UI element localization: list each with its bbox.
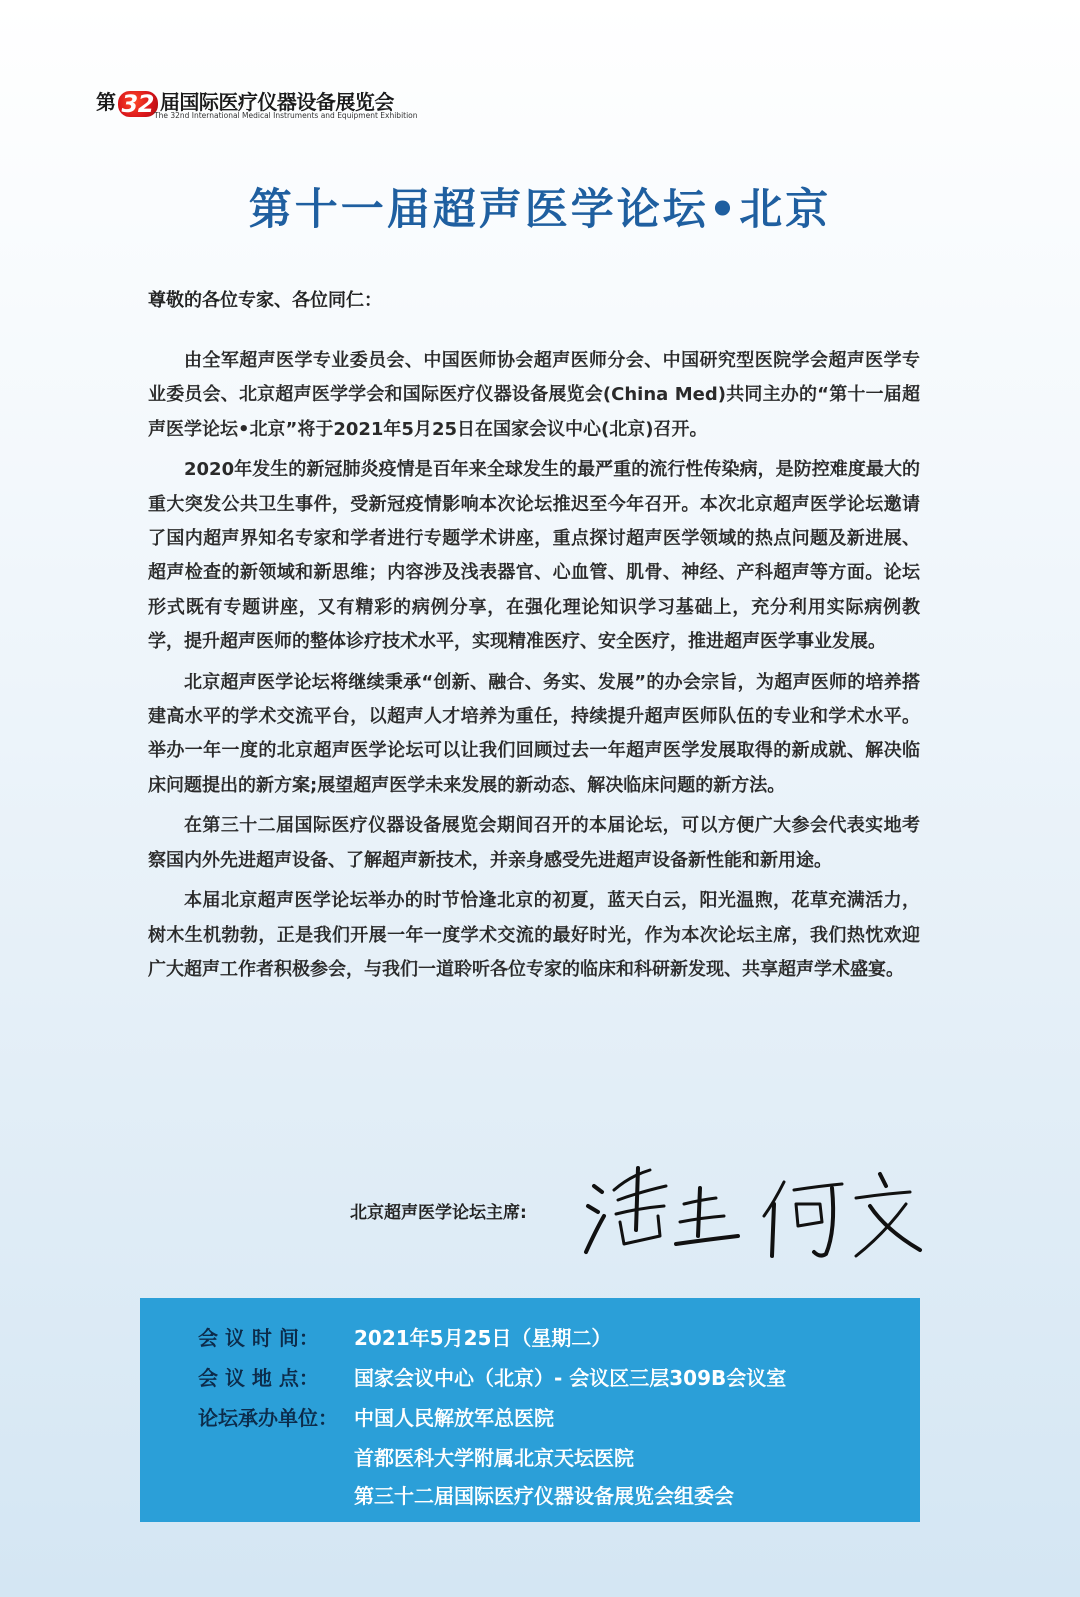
signature-label: 北京超声医学论坛主席:: [350, 1203, 527, 1223]
meeting-time-label: 会 议 时 间：: [198, 1326, 319, 1350]
host-value: 第三十二届国际医疗仪器设备展览会组委会: [354, 1484, 734, 1508]
handwritten-signature: [580, 1160, 930, 1270]
paragraph-background: 2020年发生的新冠肺炎疫情是百年来全球发生的最严重的流行性传染病，是防控难度最大的重大突发公共卫生事件，受新冠疫情影响本次论坛推迟至今年召开。本次北京超声医学论坛邀请了国内超声界知名专家和学者进行专题学术讲座，重点探讨超声医学领域的热点问题及新进展、超声检查的新领域和新思维；内容涉及浅表器官、心血管、肌骨、神经、产科超声等方面。论坛形式既有专题讲座，又有精彩的病例分享，在强化理论知识学习基础上，充分利用实际病例教学，提升超声医师的整体诊疗技术水平，实现精准医疗、安全医疗，推进超声医学事业发展。: [148, 459, 920, 653]
meeting-time-value: 2021年5月25日（星期二）: [354, 1326, 612, 1350]
logo-subtitle: The 32nd International Medical Instruments and Equipment Exhibition: [154, 111, 418, 120]
meeting-time-row: [198, 1322, 611, 1351]
salutation: 尊敬的各位专家、各位同仁：: [148, 290, 382, 311]
exhibition-logo: [96, 80, 416, 120]
logo-prefix: 第: [96, 90, 116, 114]
paragraph-exhibition: 在第三十二届国际医疗仪器设备展览会期间召开的本届论坛，可以方便广大参会代表实地考察国内外先进超声设备、了解超声新技术，并亲身感受先进超声设备新性能和新用途。: [148, 815, 920, 871]
meeting-place-row: [198, 1362, 786, 1391]
meeting-place-label: 会 议 地 点：: [198, 1366, 319, 1390]
paragraph-invitation: 本届北京超声医学论坛举办的时节恰逢北京的初夏，蓝天白云，阳光温煦，花草充满活力，树木生机勃勃，正是我们开展一年一度学术交流的最好时光，作为本次论坛主席，我们热忱欢迎广大超声工作者积极参会，与我们一道聆听各位专家的临床和科研新发现、共享超声学术盛宴。: [148, 890, 920, 980]
paragraph-mission: 北京超声医学论坛将继续秉承“创新、融合、务实、发展”的办会宗旨，为超声医师的培养搭建高水平的学术交流平台，以超声人才培养为重任，持续提升超声医师队伍的专业和学术水平。举办一年一度的北京超声医学论坛可以让我们回顾过去一年超声医学发展取得的新成就、解决临床问题提出的新方案;展望超声医学未来发展的新动态、解决临床问题的新方法。: [148, 671, 920, 796]
host-row: [198, 1402, 554, 1431]
host-label: 论坛承办单位：: [198, 1406, 338, 1430]
meeting-info-box: [140, 1298, 920, 1522]
page-title: 第十一届超声医学论坛•北京: [248, 185, 832, 235]
host-row: [198, 1480, 734, 1509]
paragraph-organizers: 由全军超声医学专业委员会、中国医师协会超声医师分会、中国研究型医院学会超声医学专业委员会、北京超声医学学会和国际医疗仪器设备展览会(China Med)共同主办的“第十一届超声医学论坛•北京”将于2021年5月25日在国家会议中心(北京)召开。: [148, 350, 920, 440]
meeting-place-value: 国家会议中心（北京）- 会议区三层309B会议室: [354, 1366, 787, 1390]
host-row: [198, 1442, 634, 1471]
host-value: 首都医科大学附属北京天坛医院: [354, 1446, 634, 1470]
host-value: 中国人民解放军总医院: [354, 1406, 554, 1430]
letter-body: [148, 344, 920, 993]
signature-block: [350, 1160, 950, 1270]
logo-suffix: 届国际医疗仪器设备展览会: [159, 90, 394, 114]
logo-number-badge: 32: [118, 91, 158, 117]
